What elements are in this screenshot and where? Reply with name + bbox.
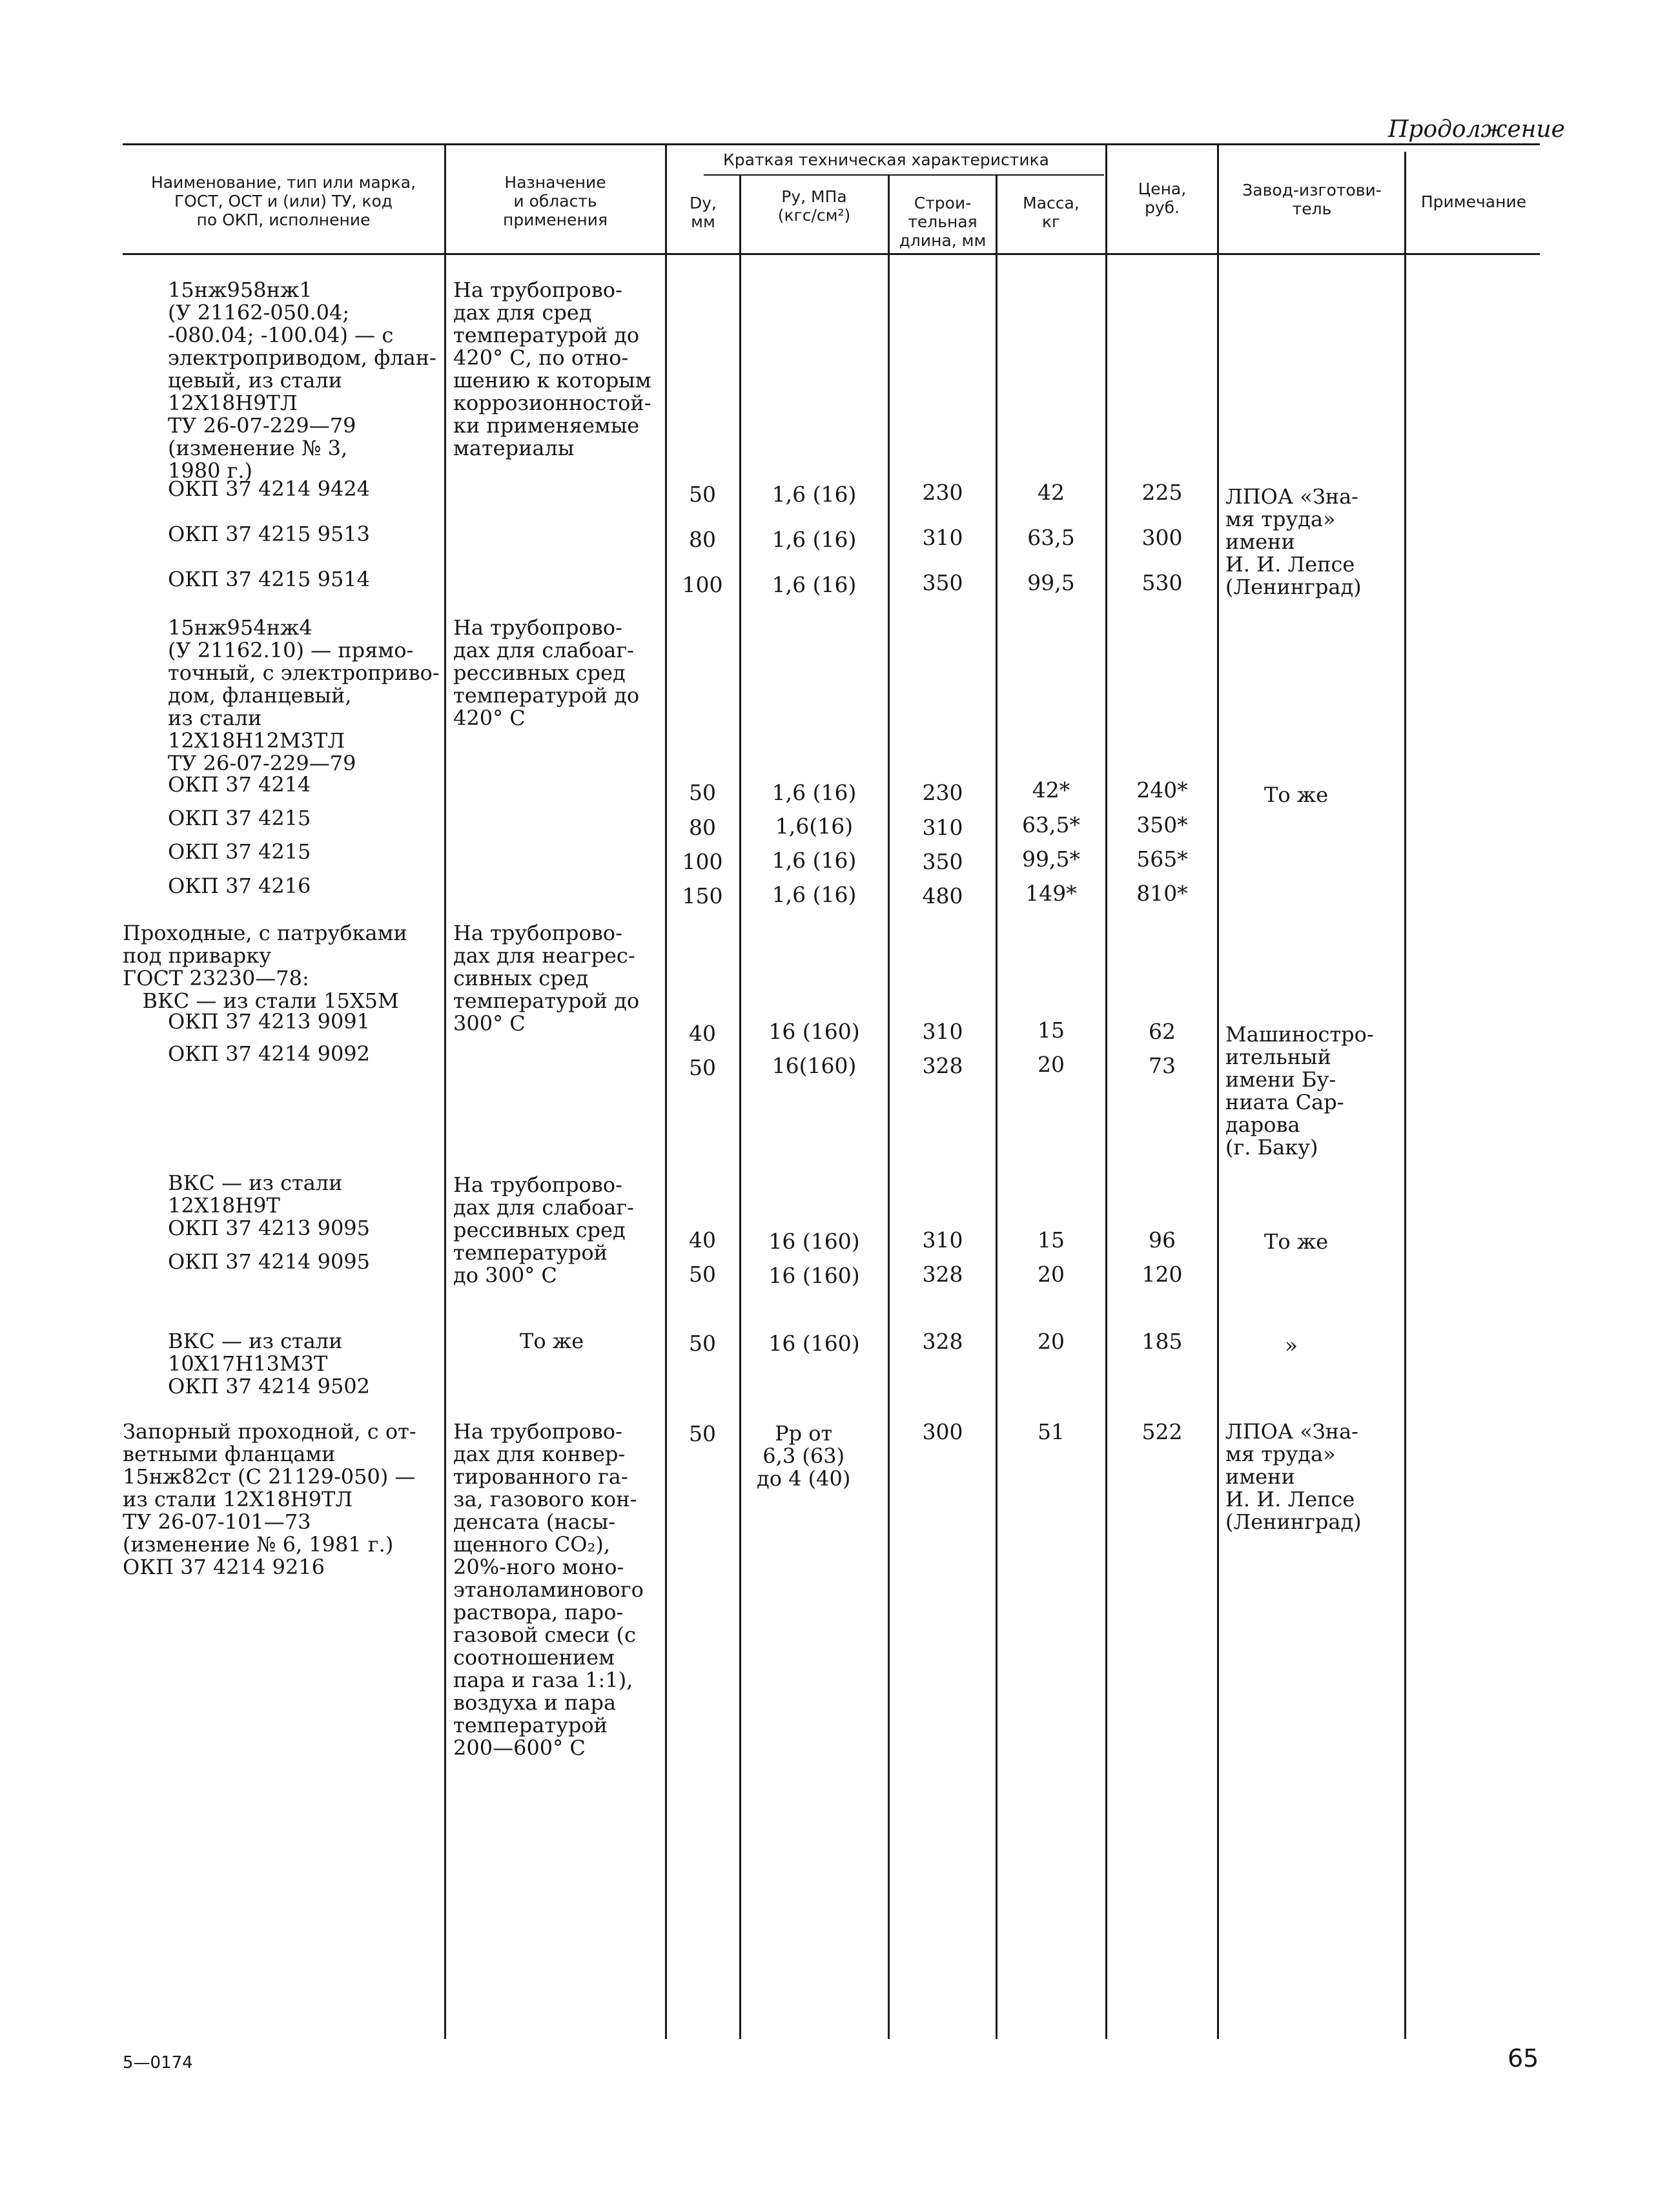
cell-length: 328 [922, 1053, 963, 1078]
cell-mass: 99,5* [1022, 846, 1080, 872]
cell-dy: 40 [689, 1227, 716, 1253]
cell-py: 1,6 (16) [772, 848, 857, 873]
header-dy: Dу, мм [690, 194, 717, 231]
header-length: Строи- тельная длина, мм [899, 194, 987, 250]
cell-maker: Машиностро- ительный имени Бу- ниата Сар- дарова (г. Баку) [1225, 1022, 1374, 1160]
cell-py: Pр от 6,3 (63) до 4 (40) [757, 1421, 851, 1491]
cell-length: 310 [922, 815, 963, 840]
cell-mass: 63,5* [1022, 812, 1080, 837]
cell-length: 480 [922, 883, 963, 908]
cell-dy: 50 [689, 1055, 716, 1080]
row-name: ОКП 37 4214 9095 [168, 1249, 371, 1274]
cell-length: 230 [922, 480, 963, 505]
cell-maker: То же [1264, 783, 1329, 807]
row-name: ОКП 37 4214 9424 [168, 476, 371, 501]
row-name: ВКС — из стали 10Х17Н13М3Т ОКП 37 4214 9502 [168, 1329, 371, 1398]
cell-maker-ditto: » [1284, 1333, 1298, 1358]
cell-py: 16 (160) [768, 1263, 860, 1288]
header-tech-group: Краткая техническая характеристика [723, 150, 1049, 169]
continuation-label: Продолжение [1388, 116, 1565, 143]
cell-dy: 50 [689, 482, 716, 507]
cell-length: 328 [922, 1329, 963, 1354]
cell-length: 350 [922, 570, 963, 595]
cell-dy: 50 [689, 1421, 716, 1446]
cell-dy: 50 [689, 1331, 716, 1356]
header-purpose: Назначение и область применения [502, 173, 608, 229]
cell-maker: ЛПОА «Зна- мя труда» имени И. И. Лепсе (Ленинград) [1225, 484, 1362, 599]
col-divider-7 [1217, 143, 1219, 2039]
cell-length: 350 [922, 849, 963, 874]
cell-py: 16 (160) [768, 1019, 860, 1044]
row-purpose: То же [520, 1329, 584, 1353]
cell-price: 225 [1141, 480, 1183, 505]
cell-price: 810* [1136, 881, 1188, 906]
row-name: ОКП 37 4213 9091 [168, 1009, 371, 1034]
col-divider-8 [1404, 152, 1406, 2039]
header-py: Pу, МПа (кгс/см²) [777, 187, 851, 225]
col-divider-3 [739, 176, 741, 2039]
cell-length: 310 [922, 1227, 963, 1253]
cell-price: 96 [1149, 1227, 1176, 1253]
cell-py: 1,6 (16) [772, 527, 857, 552]
cell-price: 350* [1136, 812, 1188, 837]
cell-price: 565* [1136, 846, 1188, 872]
row-purpose: На трубопрово- дах для слабоаг- рессивных сред температурой до 420° С [453, 615, 640, 730]
row-name: ОКП 37 4215 9513 [168, 522, 371, 546]
row-name: 15нж958нж1 (У 21162-050.04; -080.04; -100.04) — с электроприводом, флан- цевый, из стали 12Х18Н9ТЛ ТУ 26-07-229—79 (изменение № 3, 1980 г.) [168, 278, 436, 483]
cell-mass: 99,5 [1027, 570, 1075, 595]
cell-price: 73 [1149, 1053, 1176, 1078]
row-name: ОКП 37 4214 9092 [168, 1041, 371, 1066]
cell-dy: 80 [689, 527, 716, 552]
cell-mass: 63,5 [1027, 525, 1075, 550]
row-purpose: На трубопрово- дах для неагрес- сивных сред температурой до 300° С [453, 921, 640, 1036]
cell-mass: 20 [1038, 1329, 1065, 1354]
cell-py: 1,6(16) [775, 814, 854, 839]
cell-length: 310 [922, 1019, 963, 1044]
col-divider-2 [665, 143, 667, 2039]
row-purpose: На трубопрово- дах для конвер- тированного га- за, газового кон- денсата (насы- щенного CO₂), 20%-ного моно- этаноламинового раствора, паро- газовой смеси (с соотношением пара и газа 1:1), воздуха и пара температурой 200—600° С [453, 1419, 644, 1760]
col-divider-4 [888, 176, 890, 2039]
col-divider-6 [1105, 143, 1107, 2039]
cell-price: 185 [1141, 1329, 1183, 1354]
row-purpose: На трубопрово- дах для слабоаг- рессивных сред температурой до 300° С [453, 1173, 634, 1287]
cell-mass: 51 [1038, 1419, 1065, 1444]
cell-mass: 15 [1038, 1018, 1065, 1043]
header-bottom-rule [123, 253, 1540, 255]
cell-mass: 20 [1038, 1262, 1065, 1287]
cell-length: 328 [922, 1262, 963, 1287]
row-name: ОКП 37 4214 [168, 772, 311, 797]
page-number: 65 [1508, 2044, 1539, 2073]
cell-py: 1,6 (16) [772, 882, 857, 907]
footer-code: 5—0174 [123, 2053, 193, 2073]
cell-py: 1,6 (16) [772, 572, 857, 597]
cell-py: 1,6 (16) [772, 780, 857, 805]
row-name: Запорный проходной, с от- ветными фланцами 15нж82ст (С 21129-050) — из стали 12Х18Н9ТЛ ТУ 26-07-101—73 (изменение № 6, 1981 г.) ОКП 37 4214 9216 [123, 1419, 416, 1579]
row-name: ОКП 37 4215 [168, 839, 311, 864]
tech-group-rule [704, 174, 1104, 176]
table-top-rule [123, 143, 1540, 145]
cell-py: 16(160) [772, 1053, 857, 1078]
cell-price: 62 [1149, 1019, 1176, 1044]
cell-length: 300 [922, 1419, 963, 1444]
cell-price: 120 [1141, 1262, 1183, 1287]
cell-length: 310 [922, 525, 963, 550]
col-divider-5 [996, 176, 998, 2039]
cell-price: 240* [1136, 777, 1188, 803]
header-mass: Масса, кг [1023, 194, 1079, 231]
row-name: ОКП 37 4216 [168, 874, 311, 898]
cell-mass: 20 [1038, 1052, 1065, 1077]
cell-price: 300 [1141, 525, 1183, 550]
header-note: Примечание [1420, 192, 1527, 211]
cell-mass: 42 [1038, 480, 1065, 505]
cell-dy: 50 [689, 780, 716, 805]
row-purpose: На трубопрово- дах для сред температурой до 420° С, по отно- шению к которым коррозионностой- ки применяемые материалы [453, 278, 651, 460]
row-name: 15нж954нж4 (У 21162.10) — прямо- точный, с электроприво- дом, фланцевый, из стали 12Х18Н12М3ТЛ ТУ 26-07-229—79 [168, 615, 440, 775]
cell-dy: 100 [682, 849, 723, 874]
cell-maker: То же [1264, 1229, 1329, 1254]
cell-dy: 100 [682, 572, 723, 597]
row-name: ВКС — из стали 12Х18Н9Т [168, 1171, 343, 1218]
header-name: Наименование, тип или марка, ГОСТ, ОСТ и (или) ТУ, код по ОКП, исполнение [150, 173, 416, 229]
row-name: ОКП 37 4213 9095 [168, 1216, 371, 1240]
cell-py: 16 (160) [768, 1331, 860, 1356]
cell-py: 1,6 (16) [772, 482, 857, 507]
cell-price: 530 [1141, 570, 1183, 595]
cell-price: 522 [1141, 1419, 1183, 1444]
col-divider-1 [444, 143, 446, 2039]
cell-length: 230 [922, 780, 963, 805]
cell-dy: 80 [689, 815, 716, 840]
row-name: Проходные, с патрубками под приварку ГОСТ 23230—78: ВКС — из стали 15Х5М [123, 921, 407, 1013]
cell-py: 16 (160) [768, 1229, 860, 1254]
cell-mass: 15 [1038, 1227, 1065, 1253]
row-name: ОКП 37 4215 9514 [168, 567, 371, 591]
cell-dy: 40 [689, 1021, 716, 1046]
row-name: ОКП 37 4215 [168, 806, 311, 830]
cell-maker: ЛПОА «Зна- мя труда» имени И. И. Лепсе (Ленинград) [1225, 1419, 1362, 1534]
cell-dy: 150 [682, 883, 723, 908]
header-maker: Завод-изготови- тель [1242, 181, 1382, 218]
cell-mass: 149* [1025, 881, 1077, 906]
cell-mass: 42* [1032, 777, 1070, 803]
header-price: Цена, руб. [1138, 179, 1187, 217]
cell-dy: 50 [689, 1262, 716, 1287]
